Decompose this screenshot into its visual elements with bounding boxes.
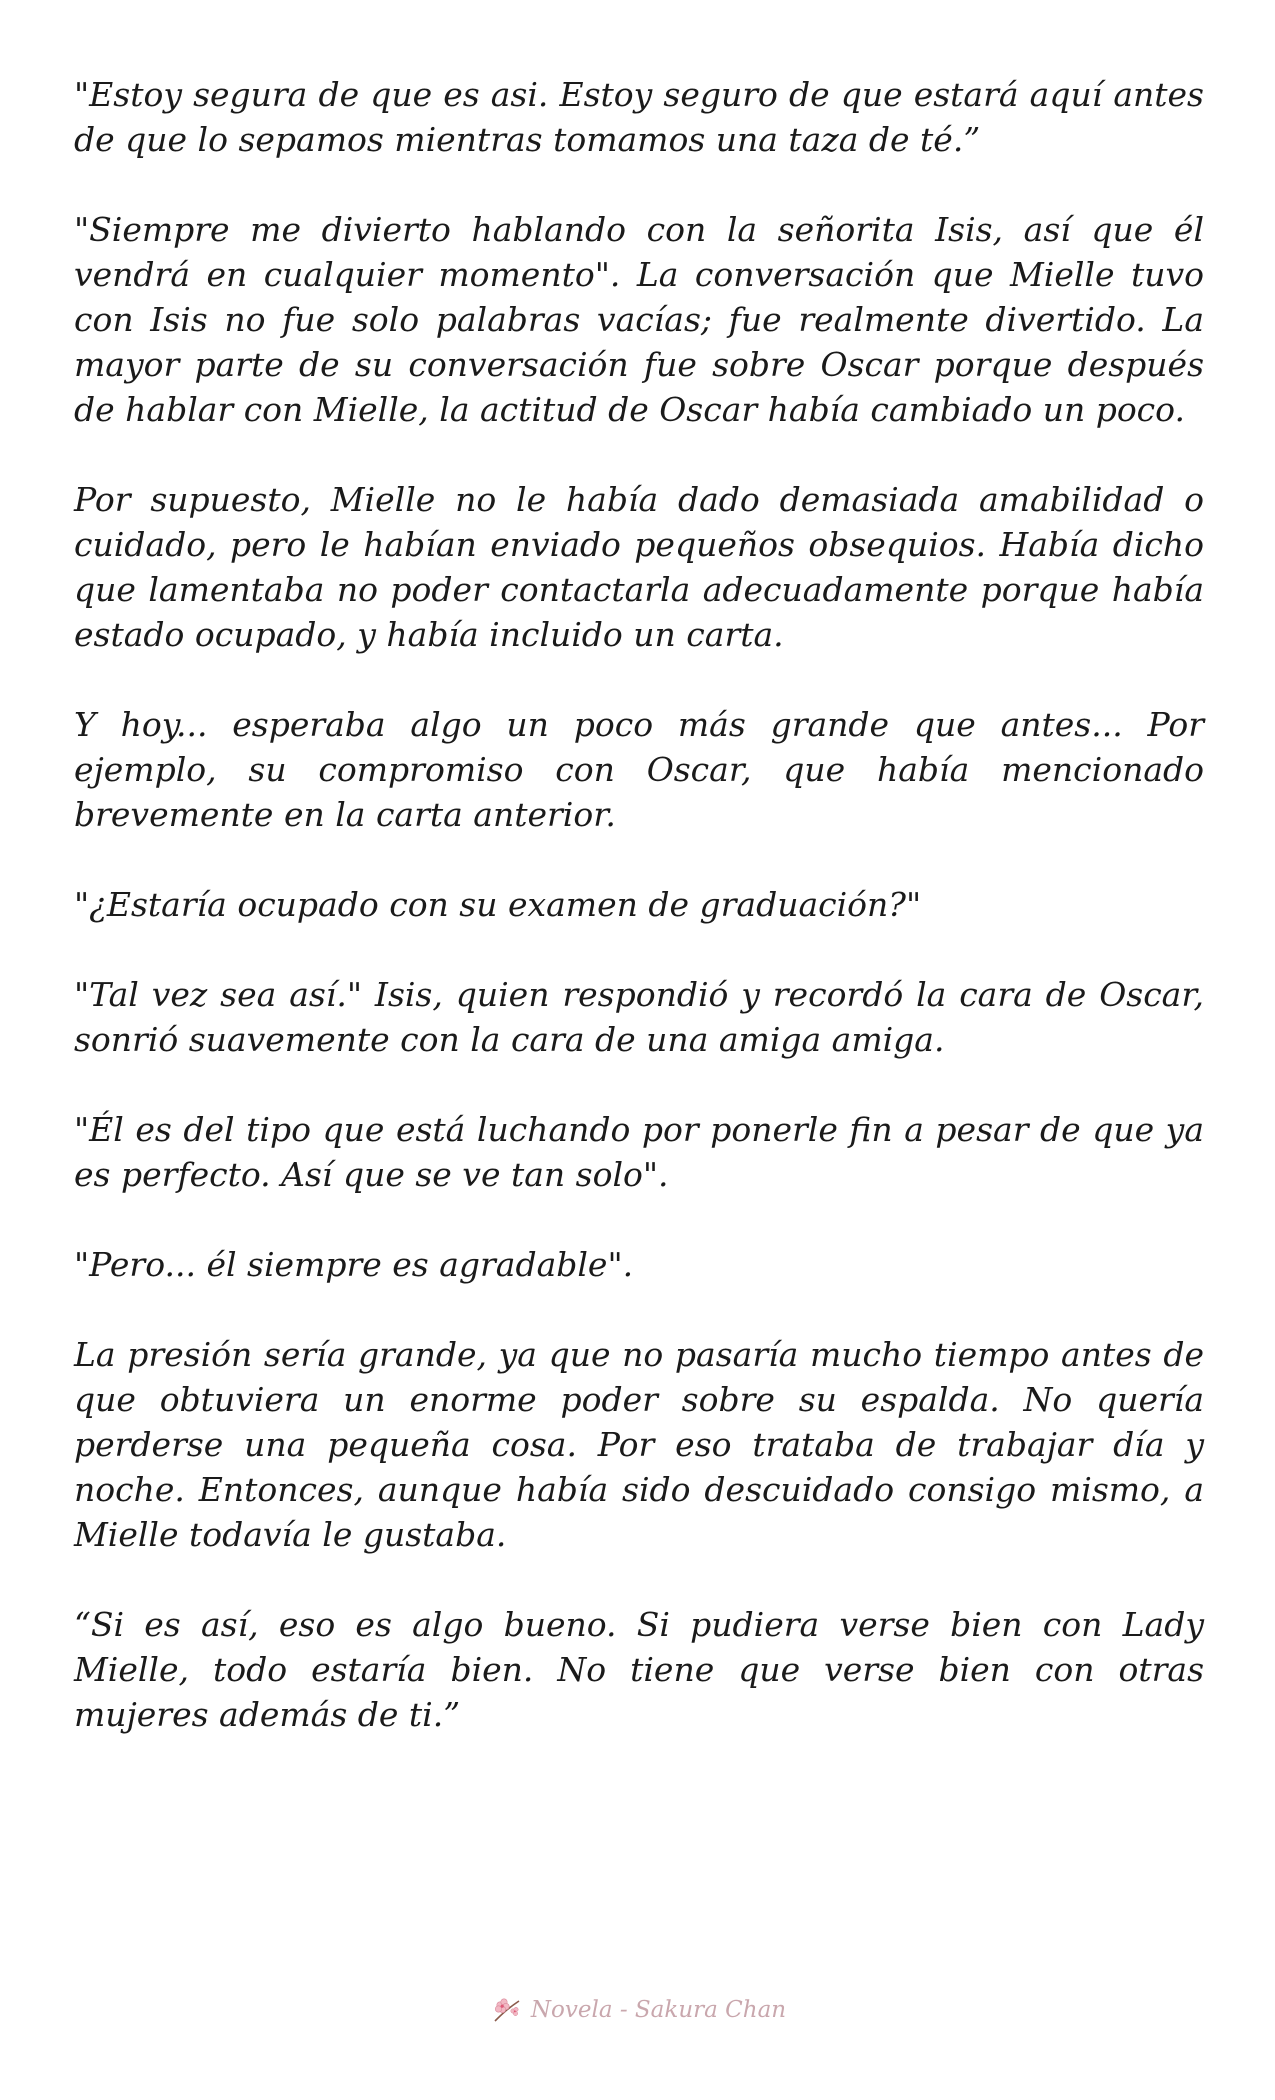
paragraph-3: Por supuesto, Mielle no le había dado demasiada amabilidad o cuidado, pero le habían enviado pequeños obsequios. Había dicho que lamentaba no poder contactarla adecuadamente porque había estado ocupado, y había incluido un carta. [74, 480, 1204, 654]
paragraph-9: La presión sería grande, ya que no pasaría mucho tiempo antes de que obtuviera un enorme poder sobre su espalda. No quería perderse una pequeña cosa. Por eso trataba de trabajar día y noche. Entonces, aunque había sido descuidado consigo mismo, a Mielle todavía le gustaba. [74, 1335, 1204, 1554]
paragraph-10: “Si es así, eso es algo bueno. Si pudiera verse bien con Lady Mielle, todo estaría bien. No tiene que verse bien con otras mujeres además de ti.” [74, 1605, 1204, 1734]
paragraph-4: Y hoy... esperaba algo un poco más grande que antes... Por ejemplo, su compromiso con Oscar, que había mencionado brevemente en la carta anterior. [74, 705, 1204, 834]
cherry-blossom-icon [489, 1993, 523, 2027]
paragraph-7: "Él es del tipo que está luchando por ponerle fin a pesar de que ya es perfecto. Así que se ve tan solo". [74, 1110, 1204, 1194]
paragraph-2: "Siempre me divierto hablando con la señorita Isis, así que él vendrá en cualquier momento". La conversación que Mielle tuvo con Isis no fue solo palabras vacías; fue realmente divertido. La mayor parte de su conversación fue sobre Oscar porque después de hablar con Mielle, la actitud de Oscar había cambiado un poco. [74, 210, 1204, 429]
paragraph-1: "Estoy segura de que es asi. Estoy seguro de que estará aquí antes de que lo sepamos mientras tomamos una taza de té.” [74, 75, 1204, 159]
paragraph-5: "¿Estaría ocupado con su examen de graduación?" [74, 885, 922, 924]
footer-watermark [0, 1990, 1275, 2030]
document-body [74, 72, 1204, 1782]
paragraph-8: "Pero... él siempre es agradable". [74, 1245, 634, 1284]
footer-credit: Novela - Sakura Chan [530, 1997, 787, 2023]
paragraph-6: "Tal vez sea así." Isis, quien respondió y recordó la cara de Oscar, sonrió suavemente con la cara de una amiga amiga. [74, 975, 1204, 1059]
